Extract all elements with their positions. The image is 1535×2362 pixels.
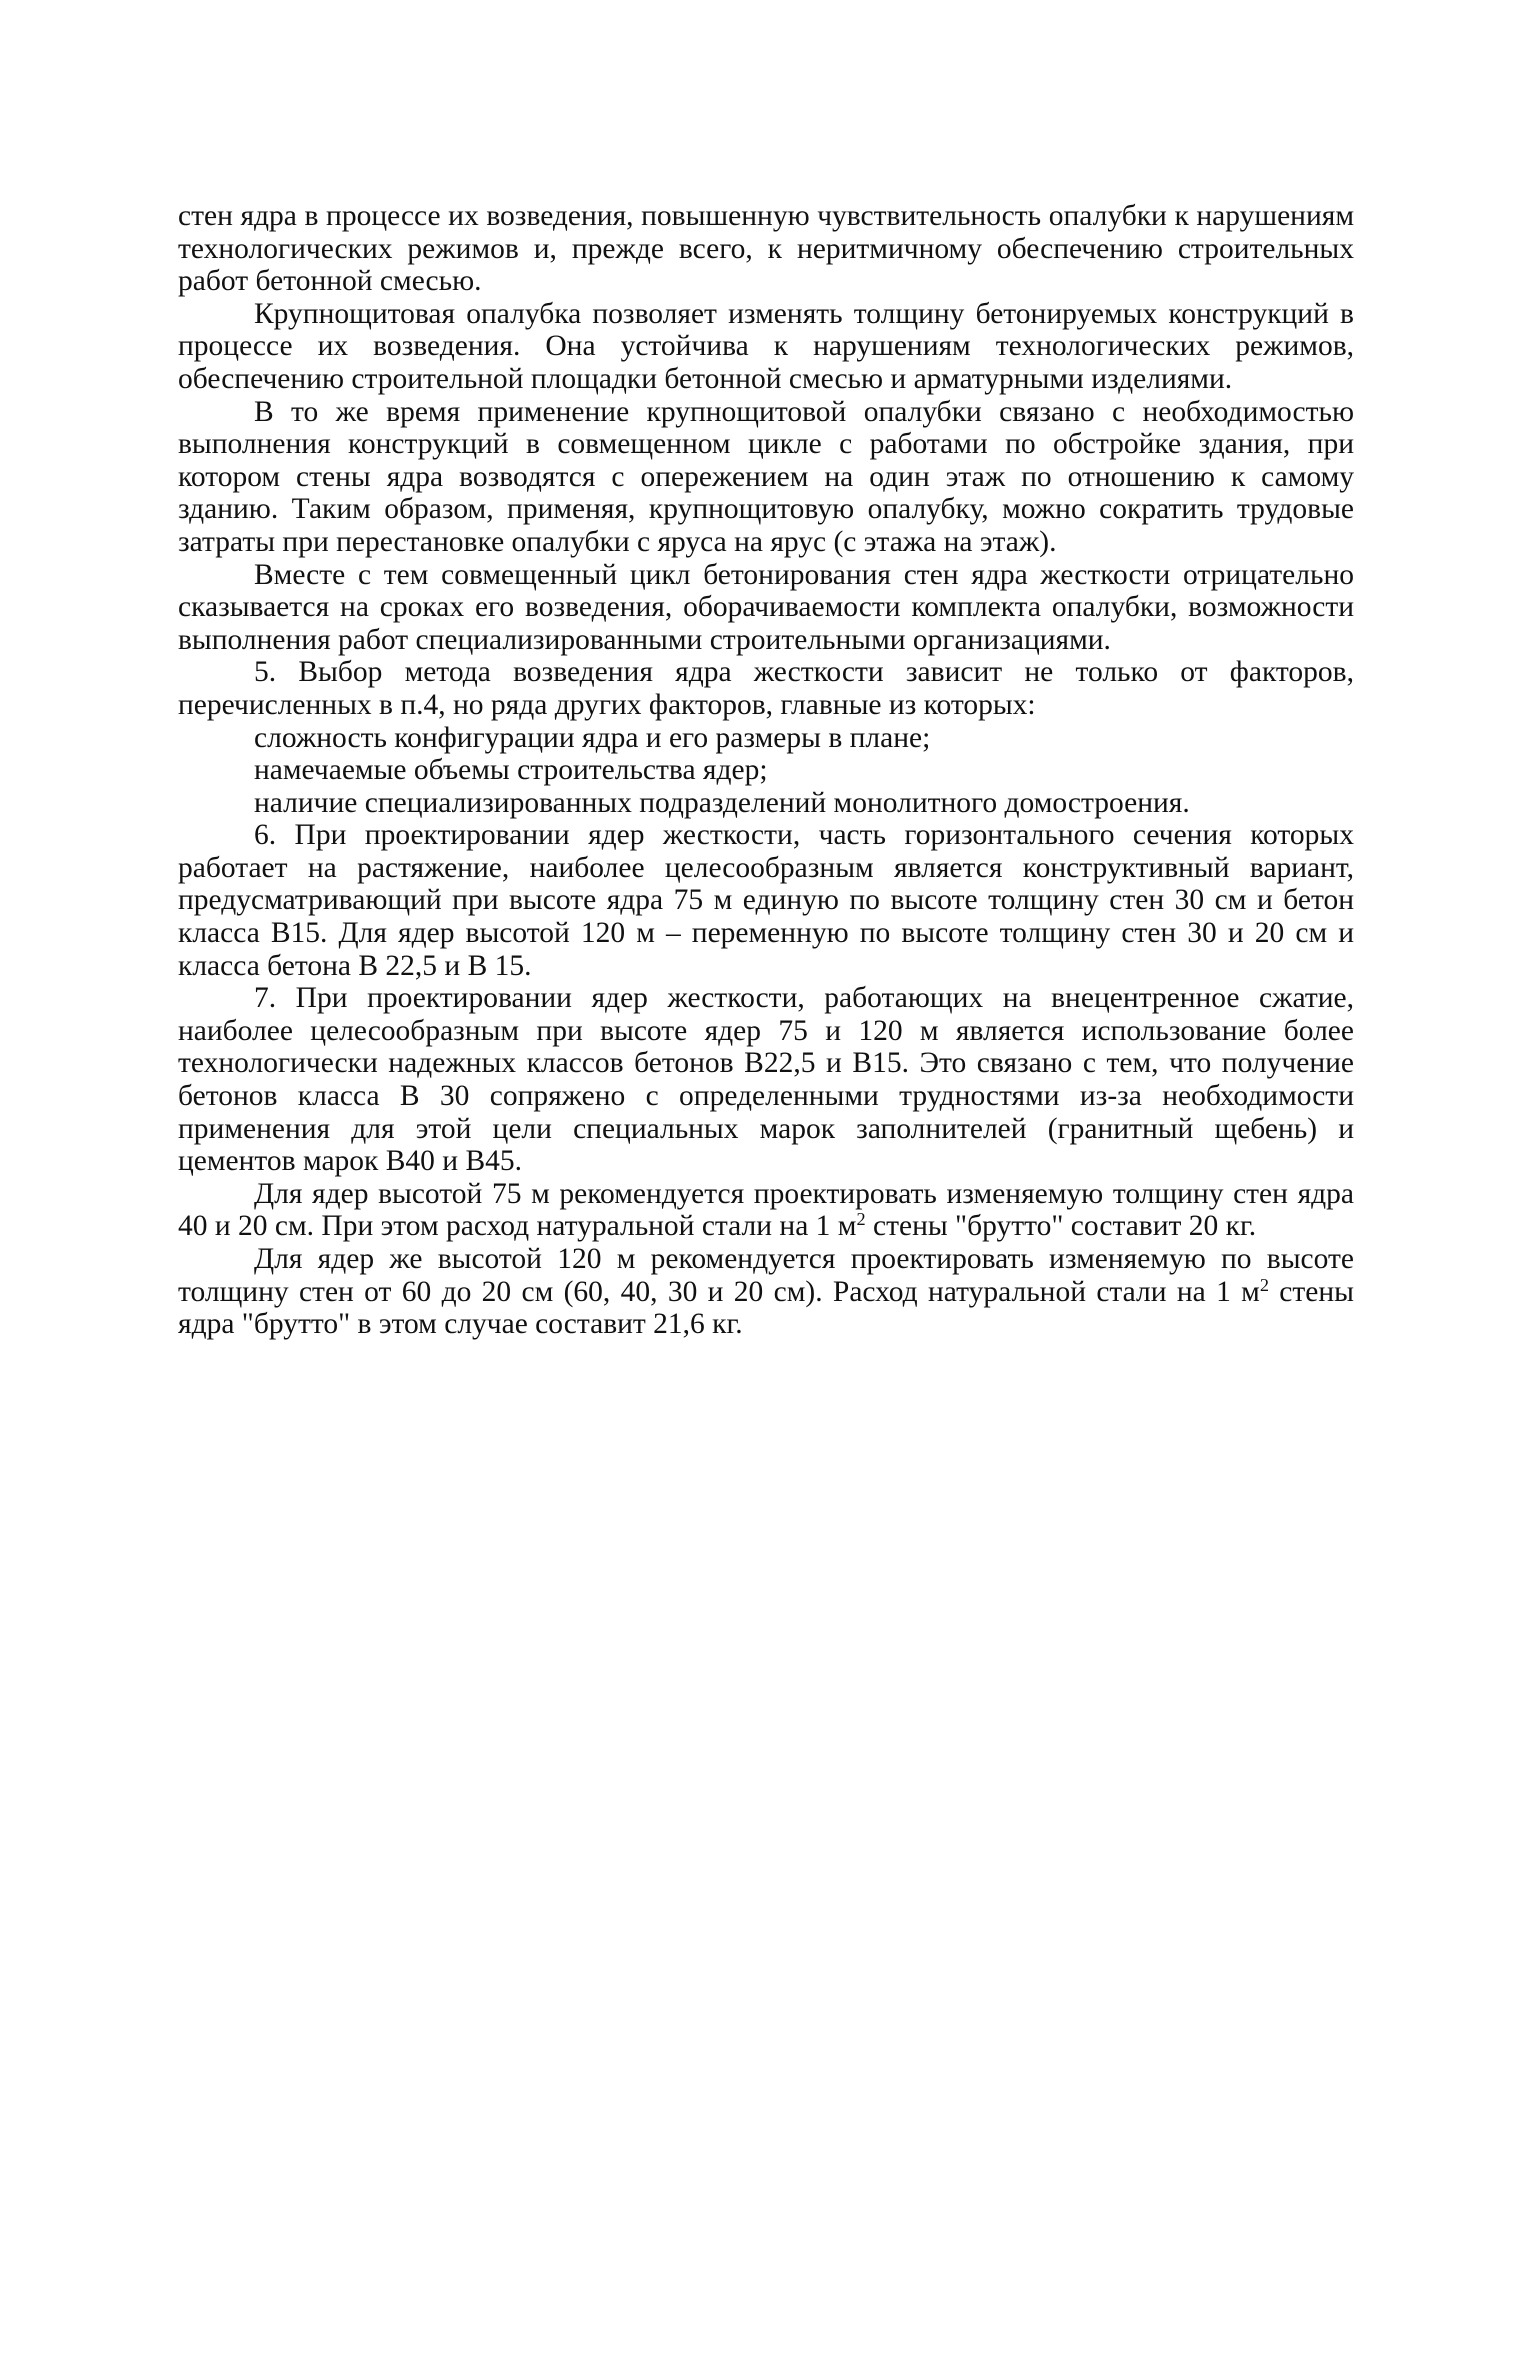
document-page bbox=[178, 200, 1354, 1341]
paragraph-2: Крупнощитовая опалубка позволяет изменять толщину бетонируемых конструкций в процессе их возведения. Она устойчива к нарушениям технологических режимов, обеспечению строительной площадки бетонной смесью и арматурными изделиями. bbox=[178, 297, 1354, 395]
paragraph-8-part-1: Для ядер высотой 75 м рекомендуется проектировать изменяемую толщину стен ядра 40 и 20 см. При этом расход натуральной стали на 1 м bbox=[178, 1177, 1354, 1243]
paragraph-4: Вместе с тем совмещенный цикл бетонирования стен ядра жесткости отрицательно сказывается на сроках его возведения, оборачиваемости комплекта опалубки, возможности выполнения работ специализированными строительными организациями. bbox=[178, 558, 1354, 656]
superscript-2: 2 bbox=[856, 1209, 866, 1230]
paragraph-9-part-2: стены ядра "брутто" в этом случае составит 21,6 кг. bbox=[178, 1275, 1354, 1341]
paragraph-1: стен ядра в процессе их возведения, повышенную чувствительность опалубки к нарушениям технологических режимов и, прежде всего, к неритмичному обеспечению строительных работ бетонной смесью. bbox=[178, 200, 1354, 298]
paragraph-5: 5. Выбор метода возведения ядра жесткости зависит не только от факторов, перечисленных в п.4, но ряда других факторов, главные из которых: bbox=[178, 656, 1354, 721]
paragraph-6: 6. При проектировании ядер жесткости, часть горизонтального сечения которых работает на растяжение, наиболее целесообразным является конструктивный вариант, предусматривающий при высоте ядра 75 м единую по высоте толщину стен 30 см и бетон класса В15. Для ядер высотой 120 м – переменную по высоте толщину стен 30 и 20 см и класса бетона В 22,5 и В 15. bbox=[178, 819, 1354, 982]
list-item-2: намечаемые объемы строительства ядер; bbox=[254, 754, 768, 787]
paragraph-9 bbox=[178, 1243, 1354, 1341]
paragraph-9-part-1: Для ядер же высотой 120 м рекомендуется проектировать изменяемую по высоте толщину стен от 60 до 20 см (60, 40, 30 и 20 см). Расход натуральной стали на 1 м bbox=[178, 1243, 1354, 1308]
paragraph-7: 7. При проектировании ядер жесткости, работающих на внецентренное сжатие, наиболее целесообразным при высоте ядер 75 и 120 м является использование более технологически надежных классов бетонов В22,5 и В15. Это связано с тем, что получение бетонов класса В 30 сопряжено с определенными трудностями из-за необходимости применения для этой цели специальных марок заполнителей (гранитный щебень) и цементов марок В40 и В45. bbox=[178, 982, 1354, 1178]
list-item-1: сложность конфигурации ядра и его размеры в плане; bbox=[254, 721, 931, 754]
list-item-3: наличие специализированных подразделений монолитного домостроения. bbox=[254, 786, 1190, 819]
paragraph-8 bbox=[178, 1178, 1354, 1243]
paragraph-8-part-2: стены "брутто" составит 20 кг. bbox=[865, 1210, 1257, 1243]
superscript-2: 2 bbox=[1259, 1274, 1269, 1295]
paragraph-3: В то же время применение крупнощитовой опалубки связано с необходимостью выполнения конструкций в совмещенном цикле с работами по обстройке здания, при котором стены ядра возводятся с опережением на один этаж по отношению к самому зданию. Таким образом, применяя, крупнощитовую опалубку, можно сократить трудовые затраты при перестановке опалубки с яруса на ярус (с этажа на этаж). bbox=[178, 395, 1354, 558]
